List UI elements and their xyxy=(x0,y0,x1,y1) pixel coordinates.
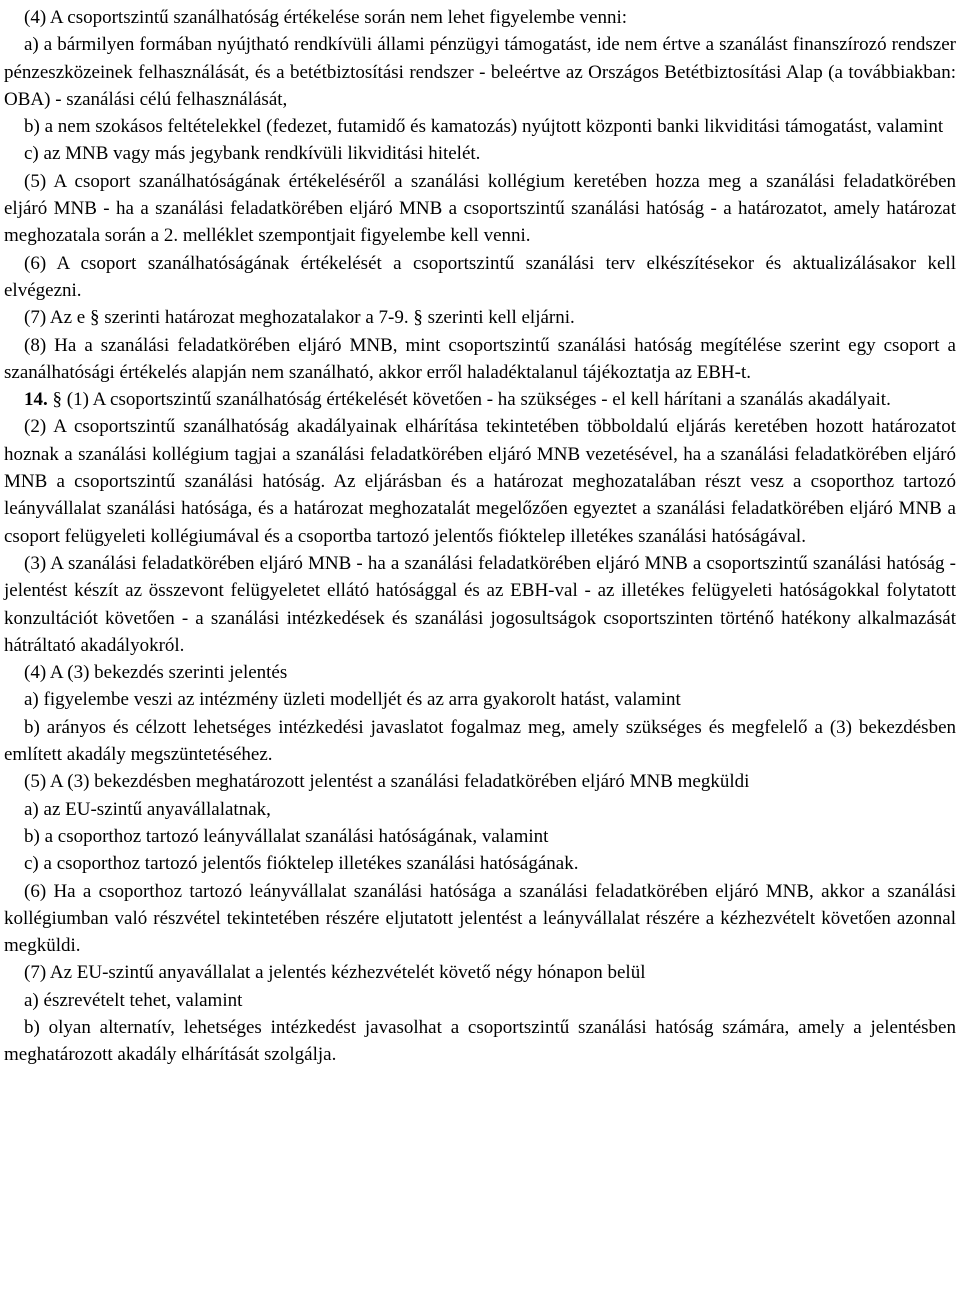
section-14-paragraph-7a: a) észrevételt tehet, valamint xyxy=(24,989,243,1011)
section-14-paragraph-6: (6) Ha a csoporthoz tartozó leányvállalat szanálási hatósága a szanálási feladatkörében eljáró MNB, akkor a szanálási kollégiumban való részvétel tekintetében részére eljutatott jelentést a leányvállalat részére a kézhezvételt követően azonnal megküldi. xyxy=(4,880,956,957)
section-14-text: § (1) A csoportszintű szanálhatóság értékelését követően - ha szükséges - el kell hárítani a szanálás akadályait. xyxy=(47,389,891,411)
section-14-paragraph-5: (5) A (3) bekezdésben meghatározott jelentést a szanálási feladatkörében eljáró MNB megküldi xyxy=(24,771,750,793)
section-14-paragraph-2: (2) A csoportszintű szanálhatóság akadályainak elhárítása tekintetében többoldalú eljárás keretében hozott határozatot hoznak a szanálási kollégium tagjai a szanálási feladatkörében eljáró MNB vezetésével, ha a szanálási feladatkörében eljáró MNB a csoportszintű szanálási hatóság. Az eljárásban és a határozat meghozatalában részt vesz a csoporthoz tartozó leányvállalat szanálási hatósága, és a határozat meghozatalát megelőzően egyeztet a szanálási feladatkörében eljáró MNB a csoport felügyeleti kollégiumával és a csoportba tartozó jelentős fióktelep illetékes szanálási hatóságával. xyxy=(4,416,956,547)
section-14-paragraph-7: (7) Az EU-szintű anyavállalat a jelentés kézhezvételét követő négy hónapon belül xyxy=(24,962,646,984)
paragraph-7: (7) Az e § szerinti határozat meghozatalakor a 7-9. § szerinti kell eljárni. xyxy=(24,307,575,329)
paragraph-4c: c) az MNB vagy más jegybank rendkívüli likviditási hitelét. xyxy=(24,143,481,165)
section-number: 14. xyxy=(24,389,48,411)
section-14-paragraph-5c: c) a csoporthoz tartozó jelentős fióktelep illetékes szanálási hatóságának. xyxy=(24,853,579,875)
section-14-paragraph-3: (3) A szanálási feladatkörében eljáró MNB - ha a szanálási feladatkörében eljáró MNB a csoportszintű szanálási hatóság - jelentést készít az összevont felügyeletet ellátó hatósággal és az EBH-val - az illetékes felügyeleti hatóságokkal folytatott konzultációt követően - a szanálási intézkedések és szanálási jogosultságok csoportszinten történő hatékony alkalmazását hátráltató akadályokról. xyxy=(4,552,956,656)
section-14-paragraph-1 xyxy=(4,386,956,413)
paragraph-5: (5) A csoport szanálhatóságának értékeléséről a szanálási kollégium keretében hozza meg a szanálási feladatkörében eljáró MNB - ha a szanálási feladatkörében eljáró MNB a csoportszintű szanálási hatóság - a határozatot, amely határozat meghozatala során a 2. melléklet szempontjait figyelembe kell venni. xyxy=(4,170,956,247)
paragraph-4: (4) A csoportszintű szanálhatóság értékelése során nem lehet figyelembe venni: xyxy=(24,7,628,28)
section-14-paragraph-5a: a) az EU-szintű anyavállalatnak, xyxy=(24,798,271,820)
section-14-paragraph-4a: a) figyelembe veszi az intézmény üzleti modelljét és az arra gyakorolt hatást, valamint xyxy=(24,689,681,711)
paragraph-4a: a) a bármilyen formában nyújtható rendkívüli állami pénzügyi támogatást, ide nem értve a szanálást finanszírozó rendszer pénzeszközeinek felhasználását, és a betétbiztosítási rendszer - beleértve az Országos Betétbiztosítási Alap (a továbbiakban: OBA) - szanálási célú felhasználását, xyxy=(4,34,956,110)
paragraph-4b: b) a nem szokásos feltételekkel (fedezet, futamidő és kamatozás) nyújtott központi banki likviditási támogatást, valamint xyxy=(24,116,944,138)
section-14-paragraph-4b: b) arányos és célzott lehetséges intézkedési javaslatot fogalmaz meg, amely szükséges és megfelelő a (3) bekezdésben említett akadály megszüntetéséhez. xyxy=(4,716,956,766)
section-14-paragraph-7b: b) olyan alternatív, lehetséges intézkedést javasolhat a csoportszintű szanálási hatóság számára, amely a jelentésben meghatározott akadály elhárítását szolgálja. xyxy=(4,1016,956,1066)
paragraph-6: (6) A csoport szanálhatóságának értékelését a csoportszintű szanálási terv elkészítésekor és aktualizálásakor kell elvégezni. xyxy=(4,252,956,301)
section-14-paragraph-4: (4) A (3) bekezdés szerinti jelentés xyxy=(24,662,288,684)
section-14-paragraph-5b: b) a csoporthoz tartozó leányvállalat szanálási hatóságának, valamint xyxy=(24,825,549,847)
paragraph-8: (8) Ha a szanálási feladatkörében eljáró MNB, mint csoportszintű szanálási hatóság megítélése szerint egy csoport a szanálhatósági értékelés alapján nem szanálható, akkor erről haladéktalanul tájékoztatja az EBH-t. xyxy=(4,334,956,383)
